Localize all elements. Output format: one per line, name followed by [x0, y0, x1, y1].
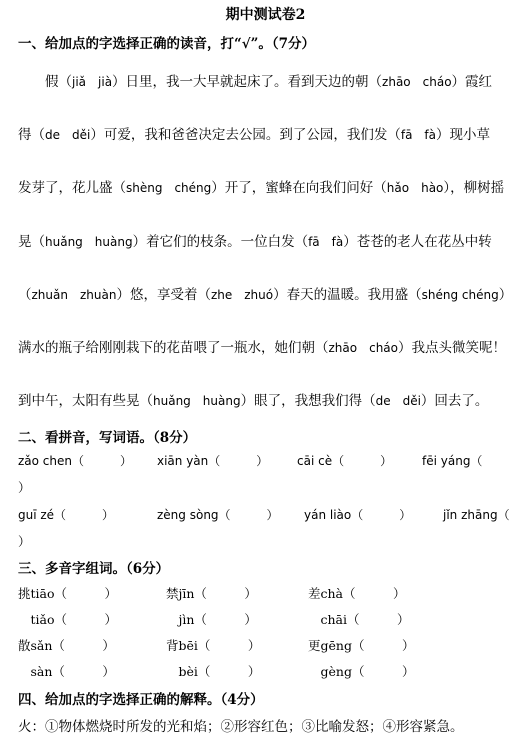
polyphone-item: 差chà（ ） [308, 586, 406, 601]
section1-line-6: 满水的瓶子给刚刚栽下的花苗喂了一瓶水，她们朝（zhāo cháo）我点头微笑呢！ [18, 340, 506, 356]
section4-heading: 四、给加点的字选择正确的解释。（4分） [18, 692, 264, 708]
section1-heading: 一、给加点的字选择正确的读音，打“√”。（7分） [18, 36, 316, 52]
pinyin-item-wrap: ） [18, 534, 31, 549]
polyphone-item: 挑tiāo（ ） [18, 586, 117, 601]
pinyin-item: zǎo chen（ ） [18, 454, 133, 468]
pinyin-item: guī zé（ ） [18, 508, 115, 522]
pinyin-item: xiān yàn（ ） [157, 454, 269, 468]
section1-line-3: 发芽了，花儿盛（shèng chéng）开了，蜜蜂在向我们问好（hǎo hào），柳树摇 [18, 180, 505, 196]
section4-line: 火：①物体燃烧时所发的光和焰；②形容红色；③比喻发怒；④形容紧急。 [18, 719, 464, 735]
pinyin-item: fēi yáng（ [422, 454, 483, 468]
polyphone-item: jìn（ ） [166, 612, 257, 627]
section1-line-1: 假（jiǎ jià）日里，我一大早就起床了。看到天边的朝（zhāo cháo）霞红 [18, 74, 493, 90]
section1-line-4: 晃（huǎng huàng）着它们的枝条。一位白发（fā fà）苍苍的老人在花丛中转 [18, 234, 492, 250]
section1-line-5: （zhuǎn zhuàn）悠，享受着（zhe zhuó）春天的温暖。我用盛（shéng chéng） [18, 287, 513, 303]
section1-line-2: 得（de děi）可爱，我和爸爸决定去公园。到了公园，我们发（fā fà）现小草 [18, 127, 491, 143]
polyphone-item: gèng（ ） [308, 664, 415, 679]
polyphone-item: 背bēi（ ） [166, 638, 261, 653]
section2-heading: 二、看拼音，写词语。（8分） [18, 430, 197, 446]
polyphone-item: sàn（ ） [18, 664, 115, 679]
polyphone-item: 禁jīn（ ） [166, 586, 257, 601]
section3-heading: 三、多音字组词。（6分） [18, 561, 170, 577]
pinyin-item: yán liào（ ） [304, 508, 412, 522]
polyphone-item: 更gēng（ ） [308, 638, 415, 653]
polyphone-item: tiǎo（ ） [18, 612, 117, 627]
pinyin-item-wrap: ） [18, 480, 31, 495]
page-title: 期中测试卷2 [225, 7, 306, 23]
polyphone-item: 散sǎn（ ） [18, 638, 115, 653]
pinyin-item: zèng sòng（ ） [157, 508, 279, 522]
pinyin-item: cāi cè（ ） [297, 454, 393, 468]
polyphone-item: bèi（ ） [166, 664, 261, 679]
polyphone-item: chāi（ ） [308, 612, 410, 627]
section1-line-7: 到中午，太阳有些晃（huǎng huàng）眼了，我想我们得（de děi）回去了。 [18, 393, 489, 409]
pinyin-item: jǐn zhāng（ [443, 508, 510, 522]
